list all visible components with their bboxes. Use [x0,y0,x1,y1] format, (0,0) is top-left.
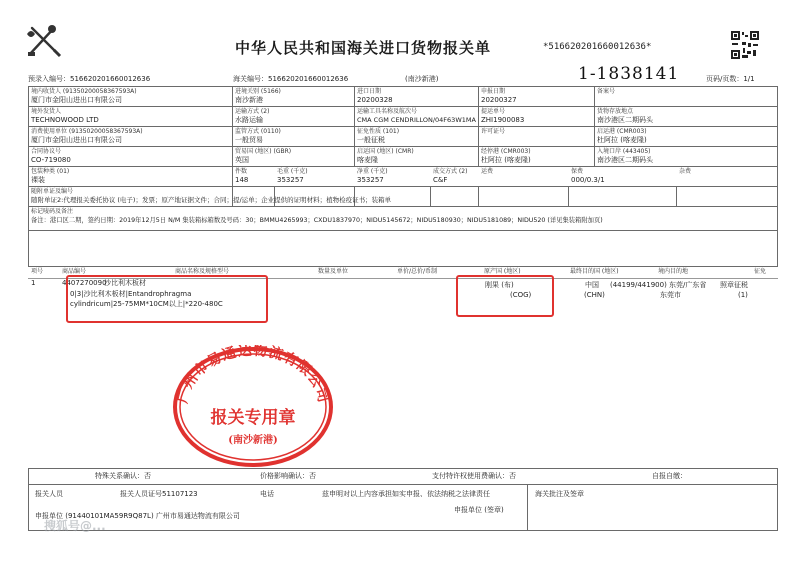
shipper-label: 境外发货人 [31,108,62,115]
customs-number: 海关编号：516620201660012636 [233,75,349,83]
entry-port-label: 入境口岸 (443405) [597,148,651,155]
phone-label: 电话 [260,490,274,498]
item-name-1: 沙比利木板材 [104,279,146,287]
misc-fee-label: 杂费 [679,168,692,175]
customs-port: (南沙新港) [405,75,439,83]
contract-value: CO-719080 [31,156,71,164]
levy-value: 一般征税 [357,136,385,144]
transport-mode-value: 水路运输 [235,116,263,124]
package-label: 包装种类 (01) [31,168,70,175]
col-price: 单价/总价/币制 [397,268,438,275]
customs-sign-label: 海关批注及签章 [535,490,584,498]
supervision-label: 监管方式 (0110) [235,128,281,135]
docs-label: 随附单证及编号 [31,188,74,195]
svg-text:广州市易通达物流有限公司: 广州市易通达物流有限公司 [174,345,332,406]
vessel-label: 运输工具名称及航次号 [357,108,418,115]
departure-port-value: 杜阿拉 (喀麦隆) [597,136,647,144]
transit-port-value: 杜阿拉 (喀麦隆) [481,156,531,164]
import-date-label: 进口日期 [357,88,382,95]
pieces-label: 件数 [235,168,248,175]
item-origin-1: 刚果 (布) [485,281,514,289]
user-label: 消费使用单位 (91350200058367593A) [31,128,143,135]
entry-customs-value: 南沙新港 [235,96,263,104]
pre-entry-number: 预录入编号：516620201660012636 [28,75,151,83]
col-dest-country: 最终目的国 (地区) [570,268,619,275]
docs-value: 随附单证2:代理报关委托协议 (电子)；发票；原产地证据文件；合同；提/运单；企业提供的证明材料；植物检疫证书；装箱单 [31,196,392,204]
trade-country-value: 英国 [235,156,249,164]
col-commodity-name: 商品名称及规格型号 [175,268,230,275]
deal-mode-label: 成交方式 (2) [433,168,468,175]
item-code: 4407270090 [62,279,107,287]
marks-label: 标记唛码及备注 [31,208,74,215]
svg-text:(南沙新港): (南沙新港) [228,435,278,446]
item-dest-1: 中国 [585,281,599,289]
deal-mode-value: C&F [433,176,448,184]
svg-text:报关专用章: 报关专用章 [210,408,296,428]
storage-label: 货物存放地点 [597,108,634,115]
col-item-no: 项号 [31,268,44,275]
declare-date-label: 申报日期 [481,88,506,95]
net-weight-label: 净重 (千克) [357,168,388,175]
price-impact-confirm: 价格影响确认：否 [260,472,316,480]
package-value: 裸装 [31,176,45,184]
item-name-3: cylindricum|25-75MM*10CM以上|*220-480C [70,300,223,308]
handwritten-number: 1-1838141 [578,64,680,84]
page-number: 页码/页数：1/1 [706,75,755,83]
watermark: 搜狐号@... [44,519,106,533]
trade-country-label: 贸易国 (地区) (GBR) [235,148,292,155]
entry-customs-label: 进境关别 (5166) [235,88,281,95]
agent-sign-label: 申报单位 (签章) [454,506,504,514]
item-domestic-1: (44199/441900) 东莞/广东省 [610,281,707,289]
bl-value: ZHI1900083 [481,116,525,124]
gross-weight-value: 353257 [277,176,304,184]
consignee-value: 厦门市金阳山进出口有限公司 [31,96,122,104]
item-origin-2: (COG) [510,291,532,299]
self-declare: 自报自缴： [652,472,687,480]
agent-company: 申报单位 (91440101MA59R9Q87L) 广州市易通达物流有限公司 [35,512,240,520]
insurance-value: 000/0.3/1 [571,176,605,184]
origin-country-label: 启运国 (地区) (CMR) [357,148,414,155]
consignee-label: 境内收货人 (91350200058367593A) [31,88,137,95]
customs-emblem-icon [22,20,64,62]
gross-weight-label: 毛重 (千克) [277,168,308,175]
form-barcode-code: *516620201660012636* [543,42,652,52]
vessel-value: CMA CGM CENDRILLON/04F63W1MA [357,116,476,124]
levy-label: 征免性质 (101) [357,128,400,135]
col-levy: 征免 [754,268,767,275]
item-dest-2: (CHN) [584,291,605,299]
freight-label: 运费 [481,168,494,175]
entry-port-value: 南沙港区二期码头 [597,156,653,164]
license-label: 许可证号 [481,128,506,135]
declarant-label: 报关人员 [35,490,63,498]
insurance-label: 保费 [571,168,584,175]
declaration-statement: 兹申明对以上内容承担如实申报、依法纳税之法律责任 [322,490,490,498]
item-no: 1 [31,279,36,287]
col-commodity-code: 商品编号 [62,268,87,275]
col-domestic-dest: 境内目的地 [658,268,689,275]
contract-label: 合同协议号 [31,148,62,155]
import-date-value: 20200328 [357,96,393,104]
pieces-value: 148 [235,176,249,184]
col-quantity: 数量及单位 [318,268,349,275]
bl-label: 提运单号 [481,108,506,115]
item-levy-2: (1) [738,291,748,299]
item-levy-1: 照章征税 [720,281,748,289]
highlight-box-commodity [66,275,268,323]
user-value: 厦门市金阳山进出口有限公司 [31,136,122,144]
transit-port-label: 经停港 (CMR003) [481,148,531,155]
special-relation-confirm: 特殊关系确认：否 [95,472,151,480]
qr-code-icon [730,30,760,60]
storage-value: 南沙港区二期码头 [597,116,653,124]
document-title: 中华人民共和国海关进口货物报关单 [235,39,492,57]
item-domestic-2: 东莞市 [660,291,681,299]
origin-country-value: 喀麦隆 [357,156,378,164]
customs-declaration-stamp [171,345,335,469]
highlight-box-origin [456,275,554,317]
record-no-label: 备案号 [597,88,616,95]
col-origin-country: 原产国 (地区) [484,268,521,275]
marks-value: 备注：港口区二期，签约日期：2019年12月5日 N/M 集装箱标箱数及号码：30；BMMU4265993；CXDU1837970；NIDU5145672；NIDU5180930；NIDU5181089；NIDU520 (详见集装箱附加页) [31,217,603,224]
item-name-2: 0|3|沙比利木板材|Entandrophragma [70,290,192,298]
departure-port-label: 启运港 (CMR003) [597,128,647,135]
declare-date-value: 20200327 [481,96,517,104]
declarant-cert: 报关人员证号51107123 [120,490,198,498]
transport-mode-label: 运输方式 (2) [235,108,270,115]
net-weight-value: 353257 [357,176,384,184]
shipper-value: TECHNOWOOD LTD [31,116,99,124]
supervision-value: 一般贸易 [235,136,263,144]
royalty-confirm: 支付特许权使用费确认：否 [432,472,516,480]
